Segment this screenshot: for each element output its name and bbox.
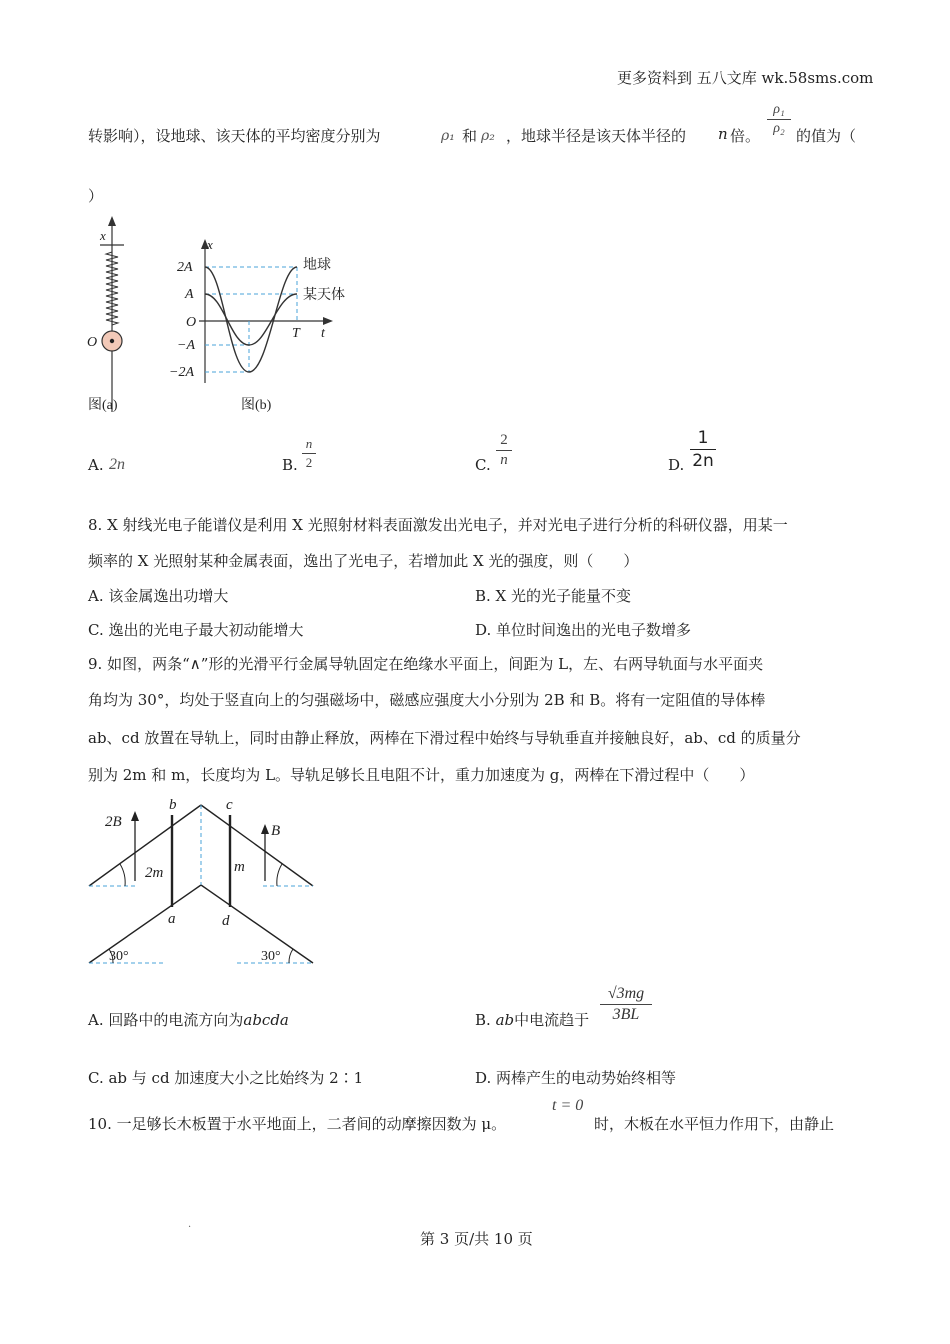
field-arrow-right-head — [261, 824, 269, 834]
fig-b-t-arrow — [323, 317, 333, 325]
q8-line1: 8. X 射线光电子能谱仪是利用 X 光照射材料表面激发出光电子，并对光电子进行分析的科研仪器，用某一 — [88, 516, 788, 534]
fig-a-ball-center — [110, 339, 114, 343]
label-angle-left: 30° — [109, 949, 129, 964]
angle-arc-top-right — [277, 864, 282, 886]
label-2m: 2m — [145, 865, 164, 881]
q8-option-b: B. X 光的光子能量不变 — [475, 587, 632, 605]
q7-fraction — [767, 102, 791, 137]
q7-line2: ） — [88, 187, 104, 205]
fig-b-origin: O — [186, 315, 197, 330]
q9-line4: 别为 2m 和 m，长度均为 L。导轨足够长且电阻不计，重力加速度为 g，两棒在下滑过程中（ ） — [88, 766, 755, 784]
rail-bottom-right — [201, 885, 313, 963]
q9-option-b-text: 中电流趋于 — [514, 1011, 590, 1029]
q7-option-b-den: 2 — [305, 455, 313, 470]
q8-option-a: A. 该金属逸出功增大 — [88, 587, 229, 605]
q7-rho2: ρ₂ — [481, 128, 495, 144]
label-2B: 2B — [105, 814, 122, 830]
q7-option-c-den: n — [500, 452, 508, 468]
fig-b-legend-earth: 地球 — [303, 258, 331, 273]
fig-b-t-label: t — [321, 326, 325, 341]
q10-t0: t = 0 — [552, 1097, 584, 1114]
field-arrow-left-head — [131, 811, 139, 821]
q7-option-b-label: B. — [282, 456, 298, 474]
fig-a-arrow — [108, 216, 116, 226]
q7-figure-a — [80, 212, 160, 417]
q9-option-b-num: √3mg — [607, 985, 645, 1002]
q8-line2: 频率的 X 光照射某种金属表面，逸出了光电子，若增加此 X 光的强度，则（ ） — [88, 552, 639, 570]
label-c: c — [226, 797, 233, 813]
fig-b-tick-T: T — [292, 326, 300, 341]
q7-option-a-value: 2n — [109, 456, 125, 473]
rail-bottom-left — [89, 885, 201, 963]
q9-option-b-bar — [600, 1004, 652, 1005]
q7-option-c-bar — [496, 450, 512, 451]
q7-option-c-fraction — [496, 432, 512, 469]
header-watermark: 更多资料到 五八文库 wk.58sms.com — [617, 69, 874, 87]
angle-arc-bottom-right — [289, 949, 293, 963]
page-number: 第 3 页/共 10 页 — [420, 1230, 533, 1248]
q9-option-b-ab: ab — [495, 1011, 515, 1029]
fig-b-curve-earth — [205, 267, 297, 372]
q8-option-d: D. 单位时间逸出的光电子数增多 — [475, 621, 692, 639]
fig-b-tick-A: A — [185, 287, 194, 302]
q9-option-a-path: abcda — [243, 1011, 289, 1029]
q7-and: 和 — [462, 127, 478, 145]
q9-option-a — [88, 1009, 289, 1030]
q10-line1-a: 10. 一足够长木板置于水平地面上，二者间的动摩擦因数为 μ。 — [88, 1115, 507, 1133]
q7-n: n — [718, 125, 728, 143]
q9-line1: 9. 如图，两条“∧”形的光滑平行金属导轨固定在绝缘水平面上，间距为 L，左、右两导轨面与水平面夹 — [88, 655, 764, 673]
q7-frac-bar — [767, 119, 791, 120]
q9-option-b — [475, 1009, 589, 1030]
q7-rho1: ρ₁ — [441, 128, 455, 144]
q7-option-b-fraction — [302, 436, 316, 471]
fig-b-x-label: x — [207, 237, 213, 252]
fig-a-x-label: x — [100, 228, 106, 243]
label-B: B — [271, 823, 281, 839]
fig-b-legend-body: 某天体 — [303, 288, 345, 303]
q8-option-c: C. 逸出的光电子最大初动能增大 — [88, 621, 304, 639]
q10-line1-b: 时，木板在水平恒力作用下，由静止 — [594, 1115, 835, 1133]
q7-option-a-label: A. — [88, 456, 104, 474]
q7-figure-b — [165, 235, 365, 417]
q7-line1-c: 倍。 — [730, 127, 761, 145]
angle-arc-top-left — [120, 864, 125, 886]
fig-b-caption: 图(b) — [241, 398, 272, 413]
q9-line2: 角均为 30°，均处于竖直向上的匀强磁场中，磁感应强度大小分别为 2B 和 B。将有一定阻值的导体棒 — [88, 691, 766, 709]
rail-top-right — [201, 805, 313, 886]
q7-option-d-label: D. — [668, 456, 685, 474]
q7-option-b-num: n — [305, 436, 313, 451]
q9-option-b-den: 3BL — [612, 1006, 640, 1023]
fig-b-curve-body — [205, 294, 297, 345]
q9-option-d: D. 两棒产生的电动势始终相等 — [475, 1069, 677, 1087]
fig-b-tick-mA: −A — [177, 338, 195, 353]
q9-option-b-fraction — [600, 985, 652, 1024]
q7-option-b-bar — [302, 453, 316, 454]
label-b: b — [169, 797, 177, 813]
fig-a-spring — [106, 245, 118, 332]
q7-option-d-den: 2n — [692, 451, 714, 471]
fig-a-caption: 图(a) — [88, 398, 118, 413]
q9-option-b-label: B. — [475, 1011, 491, 1029]
q7-option-d-fraction — [690, 428, 716, 471]
q9-option-c: C. ab 与 cd 加速度大小之比始终为 2∶1 — [88, 1069, 364, 1087]
label-a: a — [168, 911, 176, 927]
q7-line1-d: 的值为（ — [796, 127, 857, 145]
q7-line1-b: ，地球半径是该天体半径的 — [506, 127, 687, 145]
label-m: m — [234, 859, 245, 875]
q7-frac-num: ρ₁ — [773, 102, 785, 117]
footer-dot: · — [188, 1222, 192, 1233]
fig-b-tick-2A: 2A — [177, 260, 193, 275]
q7-option-c-label: C. — [475, 456, 491, 474]
fig-a-origin: O — [87, 335, 98, 350]
q9-option-a-text: A. 回路中的电流方向为 — [88, 1011, 244, 1029]
q7-line1-a: 转影响），设地球、该天体的平均密度分别为 — [88, 127, 381, 145]
q9-figure — [85, 793, 320, 973]
q7-option-d-num: 1 — [697, 428, 709, 448]
q7-option-c-num: 2 — [500, 432, 508, 448]
q7-option-d-bar — [690, 449, 716, 450]
q7-frac-den: ρ₂ — [773, 121, 785, 136]
label-d: d — [222, 913, 230, 929]
fig-b-tick-m2A: −2A — [169, 365, 194, 380]
q9-line3: ab、cd 放置在导轨上，同时由静止释放，两棒在下滑过程中始终与导轨垂直并接触良好，ab、cd 的质量分 — [88, 729, 801, 747]
label-angle-right: 30° — [261, 949, 281, 964]
